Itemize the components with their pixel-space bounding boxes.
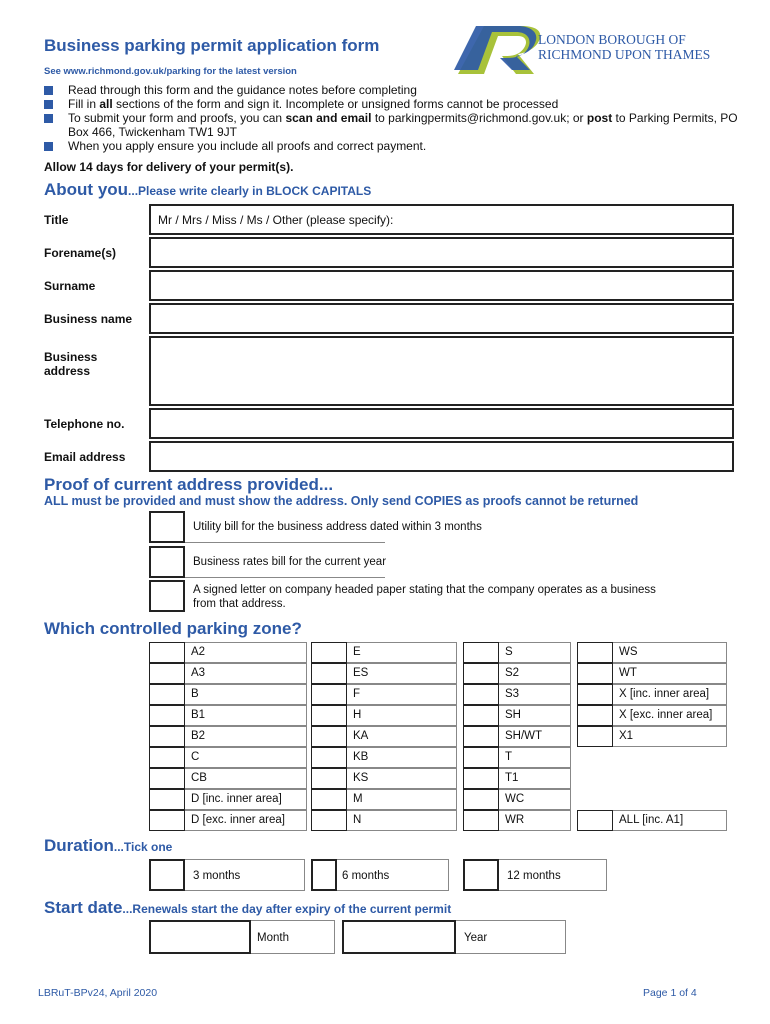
zone-label: CB	[185, 768, 307, 789]
zone-label: B1	[185, 705, 307, 726]
zone-label: S	[499, 642, 571, 663]
zone-label: T1	[499, 768, 571, 789]
zone-checkbox[interactable]	[149, 684, 185, 705]
zone-checkbox[interactable]	[311, 789, 347, 810]
business-name-field[interactable]	[149, 303, 734, 334]
zone-checkbox[interactable]	[463, 726, 499, 747]
council-name-line1: LONDON BOROUGH OF	[538, 32, 686, 47]
proof-letter-checkbox[interactable]	[149, 580, 185, 612]
instruction-list	[44, 83, 744, 153]
zone-label: F	[347, 684, 457, 705]
zone-label: WS	[613, 642, 727, 663]
zone-label: D [inc. inner area]	[185, 789, 307, 810]
zone-label: X [exc. inner area]	[613, 705, 727, 726]
proof-utility-label: Utility bill for the business address dated within 3 months	[193, 521, 482, 533]
bullet-icon	[44, 114, 53, 123]
instruction-item	[44, 139, 744, 153]
zone-all-checkbox[interactable]	[577, 810, 613, 831]
form-reference: LBRuT-BPv24, April 2020	[38, 987, 158, 999]
zone-checkbox[interactable]	[311, 726, 347, 747]
zone-label: KA	[347, 726, 457, 747]
zone-label: D [exc. inner area]	[185, 810, 307, 831]
zone-label: KS	[347, 768, 457, 789]
zone-label: WC	[499, 789, 571, 810]
zone-checkbox[interactable]	[577, 726, 613, 747]
zone-label: SH	[499, 705, 571, 726]
zone-label: M	[347, 789, 457, 810]
zone-label: A2	[185, 642, 307, 663]
zone-checkbox[interactable]	[149, 789, 185, 810]
delivery-note: Allow 14 days for delivery of your permit(s).	[44, 160, 294, 174]
zone-checkbox[interactable]	[311, 684, 347, 705]
surname-label: Surname	[44, 279, 96, 293]
zone-label: KB	[347, 747, 457, 768]
instruction-text: When you apply ensure you include all proofs and correct payment.	[68, 139, 427, 153]
start-year-label: Year	[464, 932, 488, 944]
zone-label: N	[347, 810, 457, 831]
bullet-icon	[44, 86, 53, 95]
title-field-prompt: Mr / Mrs / Miss / Ms / Other (please specify):	[158, 213, 394, 227]
business-name-label: Business name	[44, 312, 133, 326]
proof-utility-checkbox[interactable]	[149, 511, 185, 543]
label-line: Business	[44, 350, 98, 364]
zone-checkbox[interactable]	[463, 705, 499, 726]
instruction-text: to parkingpermits@richmond.gov.uk; or	[371, 111, 587, 125]
bullet-icon	[44, 142, 53, 151]
zone-label: B	[185, 684, 307, 705]
start-date-heading	[44, 898, 451, 918]
section-subheading: ...Renewals start the day after expiry of the current permit	[122, 902, 452, 916]
zone-label: C	[185, 747, 307, 768]
instruction-emphasis: post	[586, 111, 613, 125]
zone-checkbox[interactable]	[149, 642, 185, 663]
telephone-field[interactable]	[149, 408, 734, 439]
zone-checkbox[interactable]	[149, 747, 185, 768]
business-address-label	[44, 350, 97, 378]
duration-3-months-checkbox[interactable]	[149, 859, 185, 891]
label-line: A signed letter on company headed paper stating that the company operates as a business	[193, 584, 656, 596]
instruction-item	[44, 111, 744, 139]
zone-label: T	[499, 747, 571, 768]
zone-label: SH/WT	[499, 726, 571, 747]
section-subheading: ...Please write clearly in BLOCK CAPITALS	[128, 184, 372, 198]
zone-label: ES	[347, 663, 457, 684]
zone-checkbox[interactable]	[311, 663, 347, 684]
zone-label: X1	[613, 726, 727, 747]
zone-checkbox[interactable]	[463, 642, 499, 663]
duration-6-months-label: 6 months	[342, 870, 390, 882]
zone-checkbox[interactable]	[149, 663, 185, 684]
page-title: Business parking permit application form	[44, 36, 380, 55]
start-month-input[interactable]	[149, 920, 251, 954]
title-field[interactable]	[149, 204, 734, 235]
council-name	[538, 32, 710, 62]
section-heading: Duration	[44, 836, 114, 855]
zone-checkbox[interactable]	[577, 663, 613, 684]
zone-checkbox[interactable]	[463, 684, 499, 705]
duration-3-months-label: 3 months	[193, 870, 241, 882]
zone-label: X [inc. inner area]	[613, 684, 727, 705]
instruction-text: to Parking Permits, PO Box 466, Twickenham TW1 9JT	[68, 111, 738, 139]
zone-checkbox[interactable]	[149, 810, 185, 831]
proof-subheading: ALL must be provided and must show the address. Only send COPIES as proofs cannot be returned	[44, 494, 639, 508]
business-address-field[interactable]	[149, 336, 734, 406]
proof-letter-label	[193, 583, 656, 611]
forename-label: Forename(s)	[44, 246, 117, 260]
zone-checkbox[interactable]	[149, 768, 185, 789]
zone-checkbox[interactable]	[463, 789, 499, 810]
section-heading: Start date	[44, 898, 123, 917]
zone-checkbox[interactable]	[577, 642, 613, 663]
zone-label: B2	[185, 726, 307, 747]
surname-field[interactable]	[149, 270, 734, 301]
start-month-label: Month	[257, 932, 289, 944]
zone-label: A3	[185, 663, 307, 684]
duration-12-months-checkbox[interactable]	[463, 859, 499, 891]
proof-rates-label: Business rates bill for the current year	[193, 556, 387, 568]
section-subheading: ...Tick one	[113, 840, 173, 854]
email-label: Email address	[44, 450, 126, 464]
title-label: Title	[44, 213, 69, 227]
council-name-line2: RICHMOND UPON THAMES	[538, 47, 711, 62]
zone-checkbox[interactable]	[311, 810, 347, 831]
zone-checkbox[interactable]	[463, 747, 499, 768]
zone-checkbox[interactable]	[311, 642, 347, 663]
zone-checkbox[interactable]	[463, 768, 499, 789]
instruction-text: sections of the form and sign it. Incomplete or unsigned forms cannot be processed	[112, 97, 559, 111]
zone-checkbox[interactable]	[311, 768, 347, 789]
zone-checkbox[interactable]	[149, 705, 185, 726]
zone-label: H	[347, 705, 457, 726]
instruction-text: Read through this form and the guidance notes before completing	[68, 83, 417, 97]
start-year-input[interactable]	[342, 920, 456, 954]
zone-label: S2	[499, 663, 571, 684]
instruction-item	[44, 97, 744, 111]
zone-label: S3	[499, 684, 571, 705]
forename-field[interactable]	[149, 237, 734, 268]
instruction-emphasis: all	[99, 97, 113, 111]
duration-6-months-checkbox[interactable]	[311, 859, 337, 891]
version-link-note: See www.richmond.gov.uk/parking for the latest version	[44, 66, 297, 77]
zone-all-label: ALL [inc. A1]	[613, 810, 727, 831]
bullet-icon	[44, 100, 53, 109]
instruction-emphasis: scan and email	[285, 111, 372, 125]
zone-checkbox[interactable]	[311, 705, 347, 726]
telephone-label: Telephone no.	[44, 417, 125, 431]
instruction-text: To submit your form and proofs, you can	[68, 111, 286, 125]
zone-checkbox[interactable]	[577, 684, 613, 705]
proof-rates-checkbox[interactable]	[149, 546, 185, 578]
zone-checkbox[interactable]	[463, 810, 499, 831]
about-you-heading	[44, 180, 371, 200]
duration-heading	[44, 836, 172, 856]
instruction-text: Fill in	[68, 97, 100, 111]
zone-checkbox[interactable]	[577, 705, 613, 726]
label-line: address	[44, 364, 91, 378]
zone-heading: Which controlled parking zone?	[44, 619, 302, 638]
email-field[interactable]	[149, 441, 734, 472]
duration-12-months-label: 12 months	[507, 870, 561, 882]
zone-checkbox[interactable]	[311, 747, 347, 768]
zone-label: E	[347, 642, 457, 663]
zone-label: WR	[499, 810, 571, 831]
label-line: from that address.	[193, 598, 286, 610]
section-heading: About you	[44, 180, 129, 199]
zone-label: WT	[613, 663, 727, 684]
page-number: Page 1 of 4	[643, 987, 697, 999]
zone-checkbox[interactable]	[463, 663, 499, 684]
zone-checkbox[interactable]	[149, 726, 185, 747]
proof-heading: Proof of current address provided...	[44, 475, 334, 494]
instruction-item	[44, 83, 744, 97]
